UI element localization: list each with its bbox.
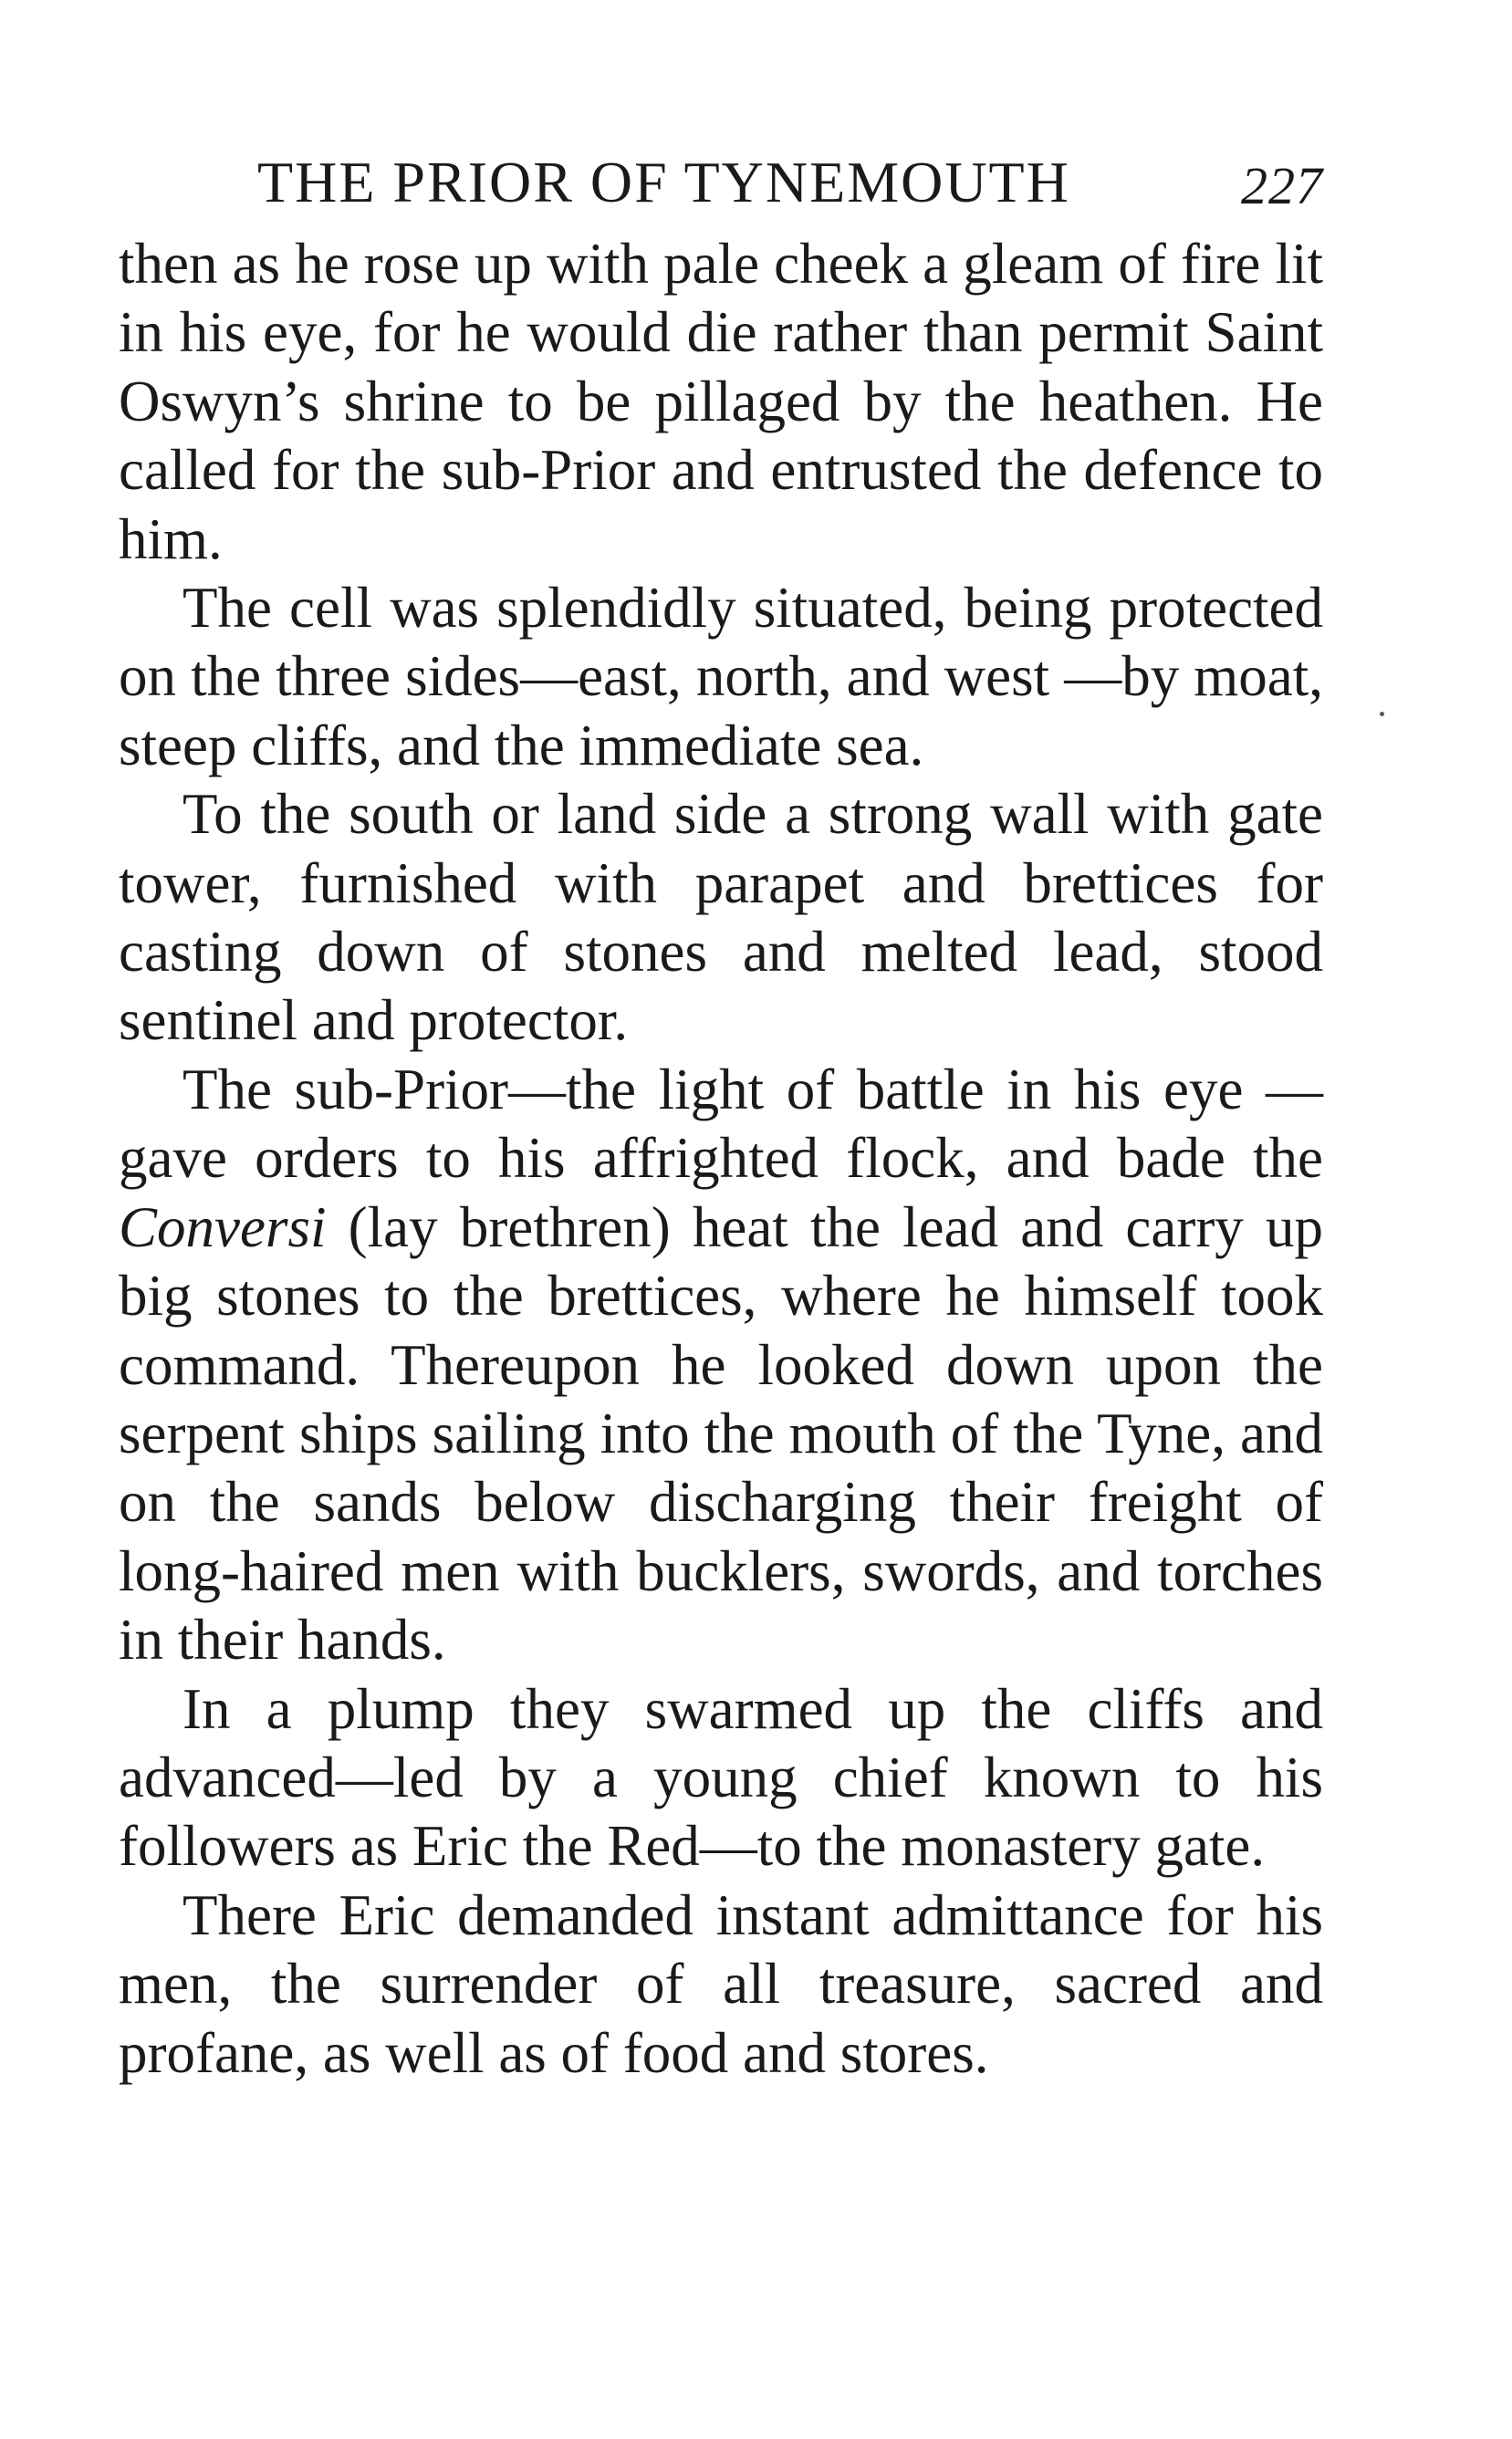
paragraph-4-after: (lay brethren) heat the lead and carry up big stones to the brettices, where he himself took command. Thereupon he looked down upon the serpent ships sailing into the mouth of the Tyne, and on the sands below discharging their freight of long-haired men with bucklers, swords, and torches in their hands. (119, 1194, 1323, 1673)
stray-mark (1380, 712, 1384, 716)
paragraph-4 (119, 1056, 1323, 1675)
paragraph-5: In a plump they swarmed up the cliffs and advanced—led by a young chief known to his followers as Eric the Red—to the monastery gate. (119, 1676, 1323, 1879)
page-number: 227 (1241, 156, 1323, 215)
paragraph-2: The cell was splendidly situated, being protected on the three sides—east, north, and west —by moat, steep cliffs, and the immediate sea. (119, 576, 1323, 777)
italic-term: Conversi (119, 1194, 327, 1259)
body-text (119, 230, 1323, 2088)
paragraph-3: To the south or land side a strong wall with gate tower, furnished with parapet and brettices for casting down of stones and melted lead, stood sentinel and protector. (119, 782, 1323, 1053)
book-page (119, 146, 1323, 2088)
running-title: THE PRIOR OF TYNEMOUTH (257, 150, 1070, 214)
paragraph-1: then as he rose up with pale cheek a gleam of fire lit in his eye, for he would die rather than permit Saint Oswyn’s shrine to be pillaged by the heathen. He called for the sub-Prior and entrusted the defence to him. (119, 232, 1323, 571)
paragraph-6: There Eric demanded instant admittance for his men, the surrender of all treasure, sacred and profane, as well as of food and stores. (119, 1882, 1323, 2085)
running-head (119, 146, 1323, 219)
paragraph-4-before: The sub-Prior—the light of battle in his eye —gave orders to his affrighted flock, and bade the (119, 1057, 1323, 1191)
